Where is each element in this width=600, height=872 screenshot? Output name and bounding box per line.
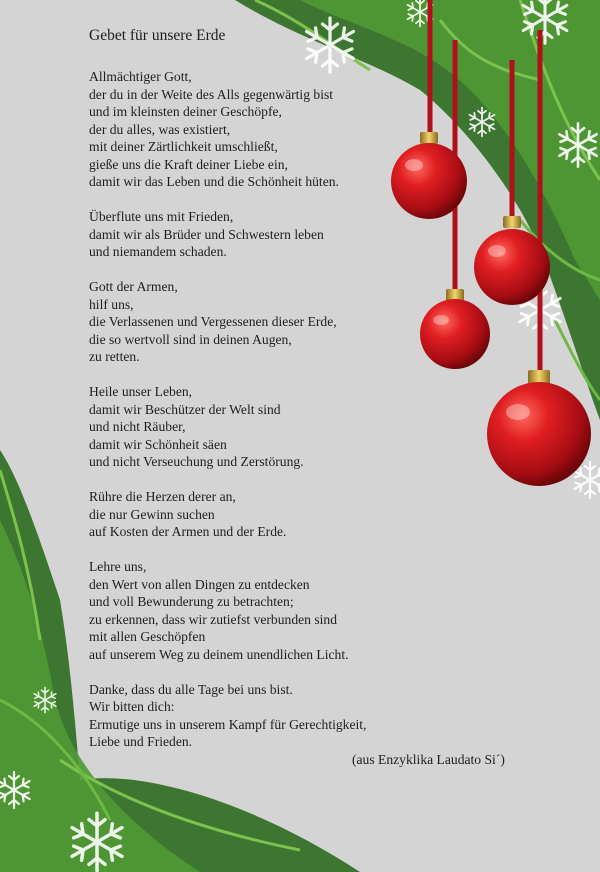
- prayer-line: damit wir Beschützer der Welt sind: [89, 401, 281, 417]
- prayer-line: gieße uns die Kraft deiner Liebe ein,: [89, 156, 288, 172]
- stanza: [89, 278, 529, 366]
- stanza: [89, 68, 529, 191]
- source-citation: (aus Enzyklika Laudato Si´): [352, 752, 505, 767]
- prayer-text: [89, 27, 529, 768]
- prayer-line: Danke, dass du alle Tage bei uns bist.: [89, 681, 293, 697]
- prayer-stanzas: [89, 68, 529, 751]
- stanza: [89, 681, 529, 751]
- prayer-line: Heile unser Leben,: [89, 384, 193, 399]
- prayer-line: Liebe und Frieden.: [89, 734, 193, 749]
- prayer-line: die nur Gewinn suchen: [89, 506, 215, 522]
- prayer-line: der du alles, was existiert,: [89, 121, 231, 137]
- prayer-line: und niemandem schaden.: [89, 244, 227, 259]
- prayer-line: und voll Bewunderung zu betrachten;: [89, 594, 294, 609]
- prayer-line: zu erkennen, dass wir zutiefst verbunden sind: [89, 611, 338, 627]
- stanza: [89, 208, 529, 261]
- prayer-line: Überflute uns mit Frieden,: [89, 209, 234, 224]
- stanza: [89, 383, 529, 471]
- prayer-line: Allmächtiger Gott,: [89, 69, 192, 84]
- prayer-line: Ermutige uns in unserem Kampf für Gerechtigkeit,: [89, 716, 367, 732]
- prayer-line: damit wir als Brüder und Schwestern leben: [89, 226, 324, 242]
- prayer-line: zu retten.: [89, 349, 140, 364]
- prayer-line: mit deiner Zärtlichkeit umschließt,: [89, 139, 278, 154]
- stanza: [89, 488, 529, 541]
- prayer-line: der du in der Weite des Alls gegenwärtig bist: [89, 86, 334, 102]
- prayer-line: und nicht Räuber,: [89, 419, 186, 434]
- prayer-line: Gott der Armen,: [89, 279, 178, 294]
- prayer-line: und im kleinsten deiner Geschöpfe,: [89, 104, 282, 119]
- prayer-line: den Wert von allen Dingen zu entdecken: [89, 576, 310, 592]
- prayer-line: auf Kosten der Armen und der Erde.: [89, 524, 287, 539]
- prayer-line: damit wir Schönheit säen: [89, 436, 227, 452]
- page-title: Gebet für unsere Erde: [89, 27, 226, 44]
- prayer-line: die Verlassenen und Vergessenen dieser Erde,: [89, 314, 337, 329]
- prayer-line: auf unserem Weg zu deinem unendlichen Licht.: [89, 646, 349, 662]
- prayer-line: und nicht Verseuchung und Zerstörung.: [89, 454, 304, 469]
- prayer-line: Lehre uns,: [89, 559, 147, 574]
- prayer-line: Rühre die Herzen derer an,: [89, 489, 236, 504]
- prayer-line: damit wir das Leben und die Schönheit hüten.: [89, 174, 339, 189]
- prayer-line: die so wertvoll sind in deinen Augen,: [89, 331, 292, 347]
- prayer-line: hilf uns,: [89, 296, 134, 312]
- stanza: [89, 558, 529, 663]
- prayer-line: mit allen Geschöpfen: [89, 629, 206, 644]
- prayer-line: Wir bitten dich:: [89, 699, 175, 714]
